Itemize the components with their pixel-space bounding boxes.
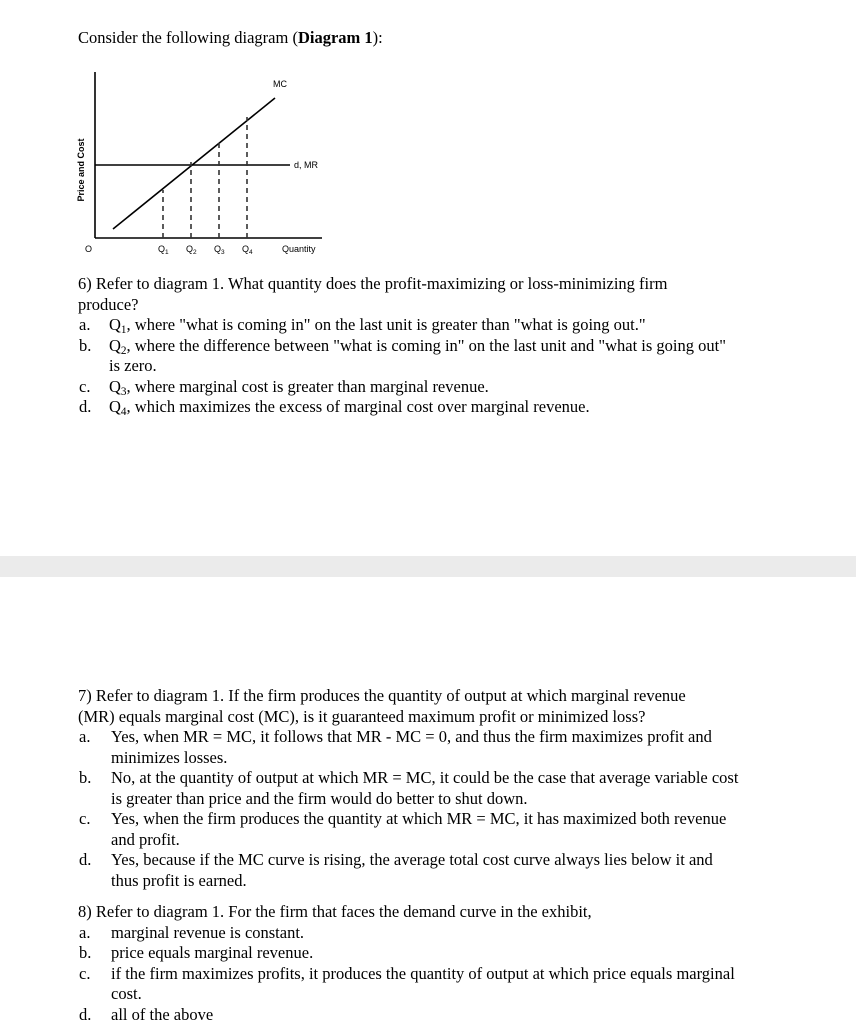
choice-text-d: Yes, because if the MC curve is rising, the average total cost curve always lies below it and thus profit is earned.: [111, 850, 713, 890]
question-7: [78, 686, 740, 891]
question-7-stem: [78, 686, 740, 727]
choice-marker-b: b.: [79, 768, 92, 788]
choice-marker-a: a.: [79, 315, 91, 335]
question-6-choices: [78, 315, 738, 418]
x-axis-label: Quantity: [282, 244, 316, 254]
choice-marker-c: c.: [79, 963, 91, 983]
subscript: 3: [120, 385, 127, 398]
choice-c[interactable]: [78, 964, 740, 1005]
question-6-stem-line2: produce?: [78, 294, 139, 314]
choice-text-a: marginal revenue is constant.: [111, 922, 305, 942]
choice-marker-a: a.: [79, 922, 91, 942]
mc-label: MC: [273, 79, 287, 89]
choice-marker-c: c.: [79, 376, 91, 396]
question-8-stem-line1: 8) Refer to diagram 1. For the firm that faces the demand curve in the exhibit,: [78, 902, 592, 921]
question-7-choices: [78, 727, 740, 891]
tick-label-q1: $Q_1$: [158, 244, 169, 256]
question-7-stem-line1: 7) Refer to diagram 1. If the firm produces the quantity of output at which marginal revenue: [78, 686, 686, 705]
subscript: 1: [120, 324, 127, 337]
intro-sentence: [78, 27, 383, 48]
choice-text-b: price equals marginal revenue.: [111, 943, 314, 963]
tick-label-q4: $Q_4$: [242, 244, 253, 256]
intro-text-after: ):: [372, 28, 383, 47]
choice-d[interactable]: [78, 397, 738, 418]
question-6: [78, 274, 738, 418]
mc-curve: [113, 98, 275, 229]
choice-b[interactable]: [78, 336, 738, 377]
mr-label: d, MR: [294, 160, 319, 170]
diagram-reference-bold: Diagram 1: [297, 28, 373, 47]
choice-a[interactable]: [78, 315, 738, 336]
diagram-1: [70, 62, 340, 262]
question-6-stem: [78, 274, 738, 315]
choice-text-d: all of the above: [111, 1004, 214, 1024]
subscript: 2: [120, 344, 127, 357]
question-8-choices: [78, 923, 740, 1025]
choice-marker-b: b.: [79, 943, 92, 963]
choice-text-c: if the firm maximizes profits, it produces the quantity of output at which price equals marginal cost.: [111, 963, 735, 1004]
choice-d[interactable]: [78, 1005, 740, 1025]
choice-text-b: $Q_2$, where the difference between "what is coming in" on the last unit and "what is going out" is zero.: [109, 335, 726, 376]
tick-label-q3: $Q_3$: [214, 244, 225, 256]
choice-marker-d: d.: [79, 1004, 92, 1024]
tick-label-q2: $Q_2$: [186, 244, 197, 256]
question-8: [78, 902, 740, 1025]
intro-text-before: Consider the following diagram (: [78, 28, 298, 47]
choice-marker-d: d.: [79, 850, 92, 870]
choice-marker-c: c.: [79, 809, 91, 829]
choice-text-a: Yes, when MR = MC, it follows that MR - MC = 0, and thus the firm maximizes profit and minimizes losses.: [111, 727, 712, 767]
choice-text-d: $Q_4$, which maximizes the excess of marginal cost over marginal revenue.: [109, 397, 590, 419]
choice-a[interactable]: [78, 727, 740, 768]
choice-marker-d: d.: [79, 397, 92, 417]
subscript: 4: [120, 406, 127, 419]
origin-label: O: [85, 244, 93, 254]
choice-c[interactable]: [78, 377, 738, 398]
choice-text-a: $Q_1$, where "what is coming in" on the last unit is greater than "what is going out.": [109, 315, 646, 337]
page-break-separator: [0, 556, 856, 577]
y-axis-label: Price and Cost: [76, 138, 86, 202]
choice-d[interactable]: [78, 850, 740, 891]
choice-marker-b: b.: [79, 335, 92, 355]
choice-marker-a: a.: [79, 727, 91, 747]
question-7-stem-line2: (MR) equals marginal cost (MC), is it guaranteed maximum profit or minimized loss?: [78, 706, 646, 726]
question-6-stem-line1: 6) Refer to diagram 1. What quantity does the profit-maximizing or loss-minimizing firm: [78, 274, 668, 293]
choice-c[interactable]: [78, 809, 740, 850]
question-8-stem: [78, 902, 740, 923]
choice-text-c: $Q_3$, where marginal cost is greater than marginal revenue.: [109, 376, 489, 398]
choice-text-b: No, at the quantity of output at which MR = MC, it could be the case that average variable cost is greater than price and the firm would do better to shut down.: [111, 768, 739, 808]
choice-b[interactable]: [78, 768, 740, 809]
choice-text-c: Yes, when the firm produces the quantity at which MR = MC, it has maximized both revenue and profit.: [111, 809, 727, 849]
choice-b[interactable]: [78, 943, 740, 964]
choice-a[interactable]: [78, 923, 740, 944]
